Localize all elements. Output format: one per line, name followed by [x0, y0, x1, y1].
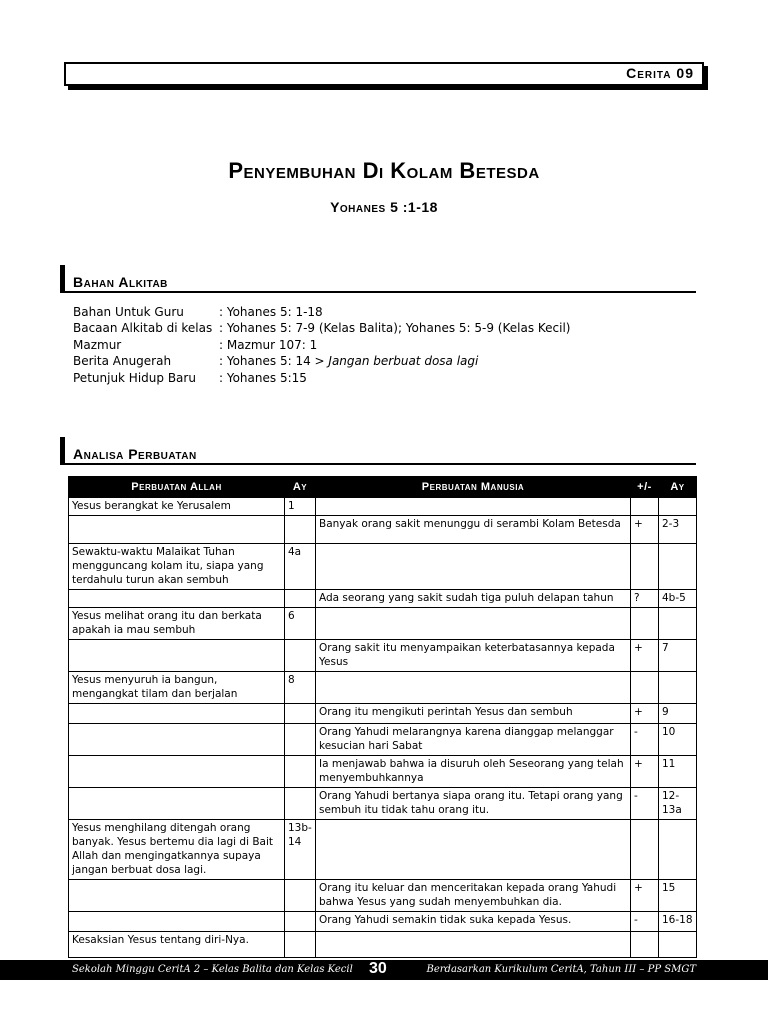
- cell-perbuatan-allah: Yesus melihat orang itu dan berkata apakah ia mau sembuh: [69, 608, 285, 640]
- cell-perbuatan-allah: [69, 788, 285, 820]
- column-header-perbuatan-manusia: Perbuatan Manusia: [316, 477, 631, 498]
- cell-ayat-allah: [285, 590, 316, 608]
- bahan-list: [73, 304, 571, 386]
- cell-ayat-allah: 13b-14: [285, 820, 316, 880]
- cell-ayat-allah: [285, 640, 316, 672]
- cell-perbuatan-allah: [69, 756, 285, 788]
- bahan-value: [219, 371, 307, 385]
- table-row: [69, 544, 697, 590]
- cell-perbuatan-allah: [69, 640, 285, 672]
- table-row: [69, 590, 697, 608]
- cell-ayat-allah: 8: [285, 672, 316, 704]
- bahan-value: [219, 354, 478, 368]
- table-row: [69, 516, 697, 544]
- section-bar: [60, 437, 65, 465]
- table-row: [69, 672, 697, 704]
- cell-sign: +: [631, 516, 659, 544]
- page-title: Penyembuhan Di Kolam Betesda: [228, 158, 540, 183]
- bahan-value-text: : Yohanes 5:15: [219, 370, 307, 385]
- table-row: [69, 880, 697, 912]
- bahan-value: [219, 338, 317, 352]
- cell-perbuatan-manusia: Ia menjawab bahwa ia disuruh oleh Seseorang yang telah menyembuhkannya: [316, 756, 631, 788]
- table-row: [69, 704, 697, 724]
- analisa-table: [68, 476, 697, 958]
- cell-ayat-manusia: 9: [659, 704, 697, 724]
- section-bahan-alkitab: [60, 265, 696, 293]
- cell-ayat-allah: 4a: [285, 544, 316, 590]
- cell-perbuatan-manusia: Orang Yahudi semakin tidak suka kepada Yesus.: [316, 912, 631, 932]
- table-row: [69, 820, 697, 880]
- footer-curriculum: Berdasarkan Kurikulum CeritA, Tahun III – PP SMGT: [426, 964, 696, 975]
- bahan-row: [73, 370, 571, 386]
- cell-perbuatan-allah: [69, 590, 285, 608]
- story-label-box: [64, 62, 704, 86]
- cell-sign: ?: [631, 590, 659, 608]
- section-heading: Bahan Alkitab: [73, 274, 168, 290]
- bahan-label: Bahan Untuk Guru: [73, 305, 184, 319]
- cell-ayat-manusia: [659, 608, 697, 640]
- cell-ayat-allah: [285, 704, 316, 724]
- cell-perbuatan-allah: Kesaksian Yesus tentang diri-Nya.: [69, 932, 285, 958]
- cell-perbuatan-allah: Yesus menghilang ditengah orang banyak. Yesus bertemu dia lagi di Bait Allah dan mengingatkannya supaya jangan berbuat dosa lagi.: [69, 820, 285, 880]
- bahan-value-text: : Mazmur 107: 1: [219, 337, 318, 352]
- bahan-value: [219, 305, 323, 319]
- bahan-label: Berita Anugerah: [73, 354, 172, 369]
- cell-perbuatan-allah: [69, 724, 285, 756]
- cell-ayat-manusia: 2-3: [659, 516, 697, 544]
- cell-ayat-allah: [285, 756, 316, 788]
- cell-sign: [631, 672, 659, 704]
- cell-ayat-allah: [285, 912, 316, 932]
- cell-perbuatan-manusia: [316, 544, 631, 590]
- cell-perbuatan-allah: [69, 912, 285, 932]
- table-row: [69, 788, 697, 820]
- bahan-value: [219, 321, 571, 335]
- table-row: [69, 912, 697, 932]
- bahan-value-text: : Yohanes 5: 1-18: [219, 305, 323, 319]
- cell-perbuatan-manusia: Banyak orang sakit menunggu di serambi Kolam Betesda: [316, 516, 631, 544]
- bahan-label: Mazmur: [73, 337, 122, 352]
- cell-perbuatan-manusia: [316, 672, 631, 704]
- cell-sign: [631, 544, 659, 590]
- cell-ayat-allah: [285, 788, 316, 820]
- cell-perbuatan-manusia: Ada seorang yang sakit sudah tiga puluh delapan tahun: [316, 590, 631, 608]
- table-header-row: [69, 477, 697, 498]
- bahan-value-text: : Yohanes 5: 7-9 (Kelas Balita); Yohanes 5: 5-9 (Kelas Kecil): [219, 321, 571, 336]
- cell-sign: +: [631, 704, 659, 724]
- cell-ayat-allah: [285, 516, 316, 544]
- cell-perbuatan-manusia: Orang sakit itu menyampaikan keterbatasannya kepada Yesus: [316, 640, 631, 672]
- column-header-sign: +/-: [631, 477, 659, 498]
- bahan-row: [73, 337, 571, 353]
- cell-ayat-manusia: 15: [659, 880, 697, 912]
- cell-sign: -: [631, 912, 659, 932]
- page-subtitle: Yohanes 5 :1-18: [330, 199, 438, 215]
- cell-sign: -: [631, 788, 659, 820]
- cell-ayat-allah: [285, 724, 316, 756]
- table-row: [69, 640, 697, 672]
- cell-sign: +: [631, 756, 659, 788]
- cell-sign: [631, 608, 659, 640]
- cell-perbuatan-allah: Yesus berangkat ke Yerusalem: [69, 498, 285, 516]
- table-row: [69, 724, 697, 756]
- table-row: [69, 932, 697, 958]
- cell-ayat-manusia: 12-13a: [659, 788, 697, 820]
- cell-ayat-manusia: [659, 932, 697, 958]
- cell-ayat-manusia: [659, 672, 697, 704]
- cell-sign: -: [631, 724, 659, 756]
- cell-sign: +: [631, 640, 659, 672]
- cell-ayat-allah: 6: [285, 608, 316, 640]
- cell-perbuatan-manusia: Orang itu mengikuti perintah Yesus dan sembuh: [316, 704, 631, 724]
- cell-ayat-manusia: 16-18: [659, 912, 697, 932]
- cell-sign: +: [631, 880, 659, 912]
- cell-ayat-manusia: 7: [659, 640, 697, 672]
- cell-ayat-manusia: [659, 544, 697, 590]
- bahan-value-text: : Yohanes 5: 14 >: [219, 354, 329, 369]
- bahan-label: Bacaan Alkitab di kelas: [73, 321, 213, 336]
- cell-perbuatan-allah: Sewaktu-waktu Malaikat Tuhan mengguncang kolam itu, siapa yang terdahulu turun akan sembuh: [69, 544, 285, 590]
- bahan-row: [73, 320, 571, 336]
- column-header-ay: Ay: [659, 477, 697, 498]
- table-row: [69, 756, 697, 788]
- table-row: [69, 608, 697, 640]
- section-analisa-perbuatan: [60, 437, 696, 465]
- footer-series-title: Sekolah Minggu CeritA 2 – Kelas Balita dan Kelas Kecil: [72, 964, 353, 975]
- story-label: Cerita 09: [626, 65, 694, 81]
- bahan-value-emphasis: Jangan berbuat dosa lagi: [328, 354, 479, 369]
- cell-ayat-manusia: 10: [659, 724, 697, 756]
- cell-ayat-manusia: 4b-5: [659, 590, 697, 608]
- bahan-label: Petunjuk Hidup Baru: [73, 370, 196, 385]
- section-heading: Analisa Perbuatan: [73, 446, 197, 462]
- cell-ayat-allah: 1: [285, 498, 316, 516]
- cell-perbuatan-manusia: Orang Yahudi bertanya siapa orang itu. Tetapi orang yang sembuh itu tidak tahu orang itu.: [316, 788, 631, 820]
- column-header-ay: Ay: [285, 477, 316, 498]
- bahan-row: [73, 353, 571, 369]
- column-header-perbuatan-allah: Perbuatan Allah: [69, 477, 285, 498]
- cell-ayat-manusia: [659, 820, 697, 880]
- cell-perbuatan-allah: [69, 704, 285, 724]
- cell-perbuatan-allah: Yesus menyuruh ia bangun, mengangkat tilam dan berjalan: [69, 672, 285, 704]
- cell-perbuatan-manusia: [316, 608, 631, 640]
- table-row: [69, 498, 697, 516]
- cell-ayat-allah: [285, 880, 316, 912]
- section-bar: [60, 265, 65, 293]
- cell-perbuatan-manusia: Orang Yahudi melarangnya karena dianggap melanggar kesucian hari Sabat: [316, 724, 631, 756]
- page-footer: [0, 960, 768, 980]
- cell-perbuatan-allah: [69, 880, 285, 912]
- cell-ayat-manusia: [659, 498, 697, 516]
- cell-perbuatan-manusia: [316, 498, 631, 516]
- cell-perbuatan-allah: [69, 516, 285, 544]
- cell-sign: [631, 932, 659, 958]
- cell-ayat-allah: [285, 932, 316, 958]
- cell-sign: [631, 498, 659, 516]
- cell-sign: [631, 820, 659, 880]
- cell-perbuatan-manusia: [316, 820, 631, 880]
- bahan-row: [73, 304, 571, 320]
- cell-ayat-manusia: 11: [659, 756, 697, 788]
- cell-perbuatan-manusia: Orang itu keluar dan menceritakan kepada orang Yahudi bahwa Yesus yang sudah menyembuhkan dia.: [316, 880, 631, 912]
- cell-perbuatan-manusia: [316, 932, 631, 958]
- page-number: 30: [369, 960, 387, 977]
